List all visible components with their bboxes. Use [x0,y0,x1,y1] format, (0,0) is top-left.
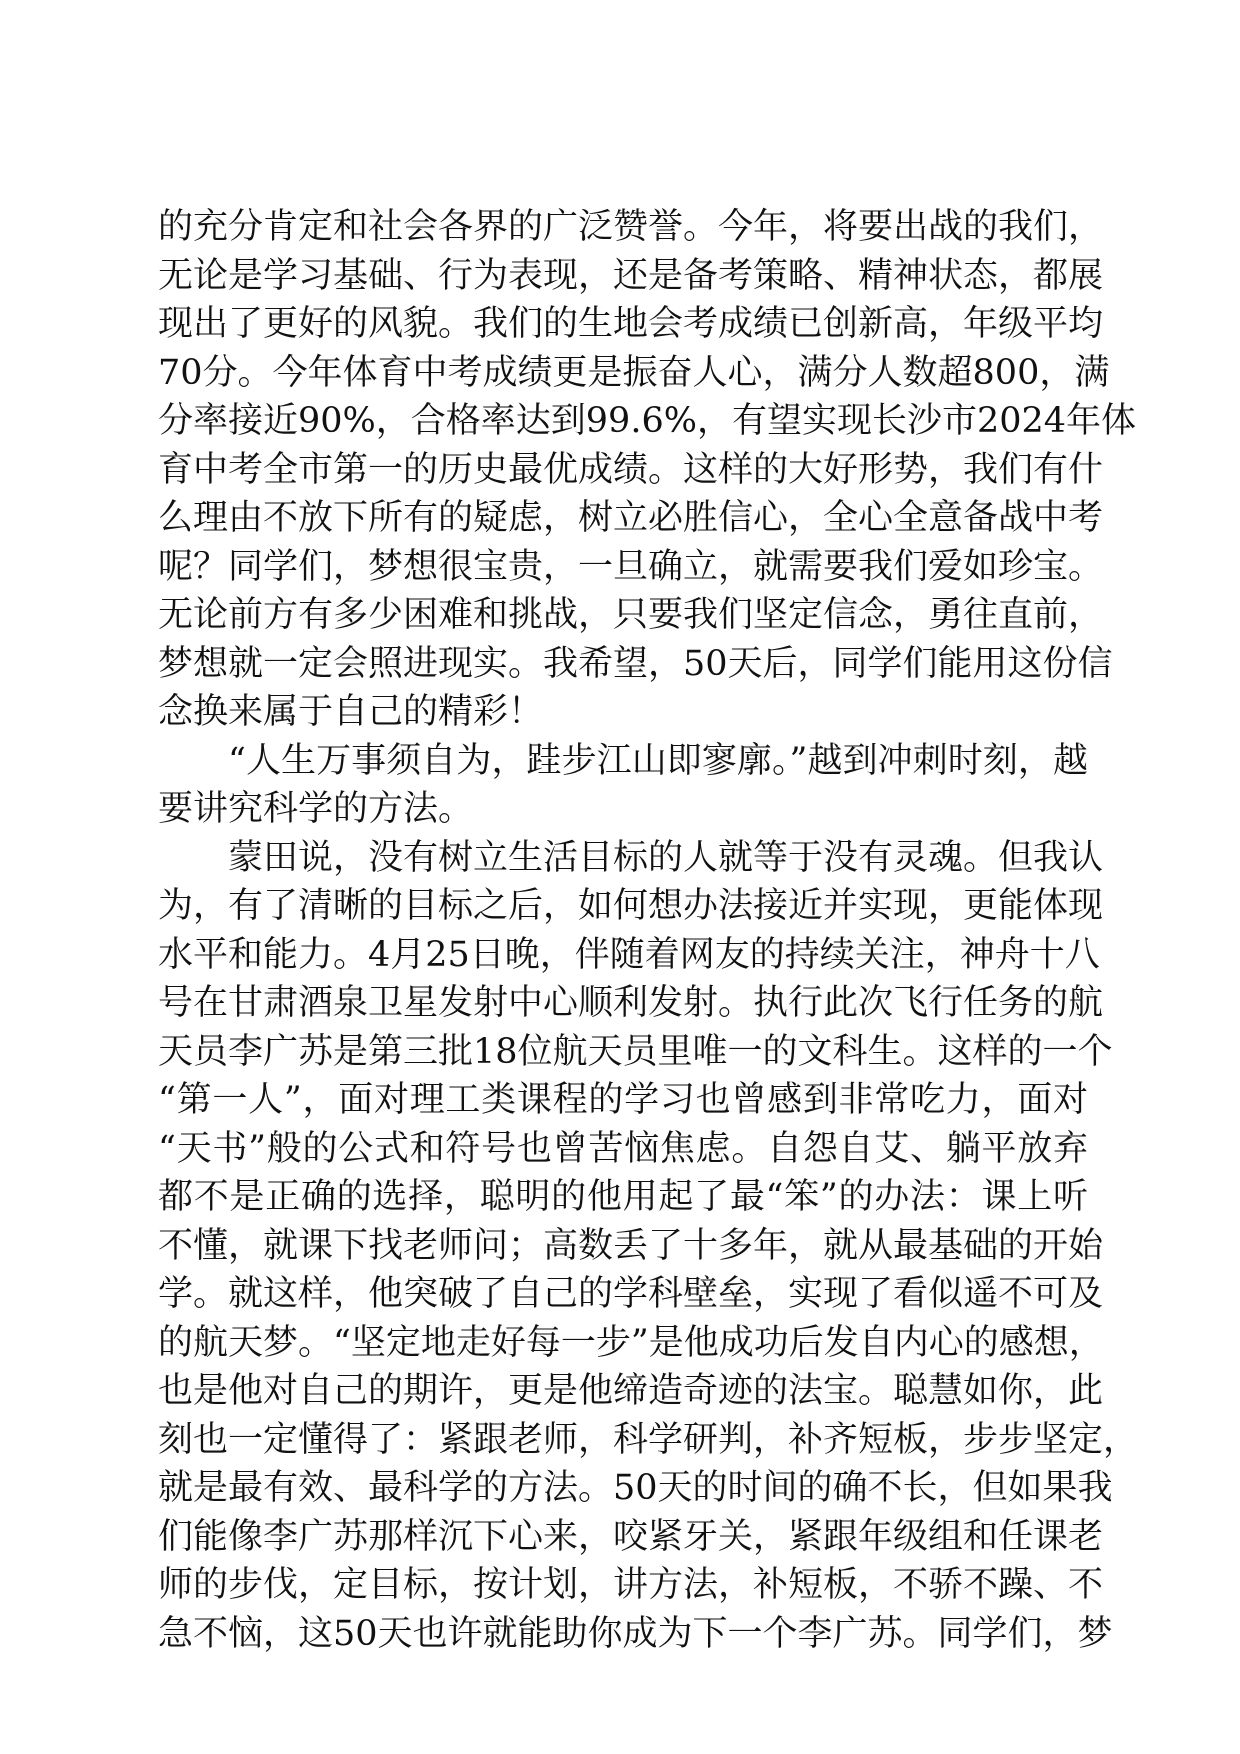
text-line: “天书”般的公式和符号也曾苦恼焦虑。自怨自艾、躺平放弃 [158,1128,1088,1169]
text-line: 现出了更好的风貌。我们的生地会考成绩已创新高，年级平均 [158,304,1104,344]
text-line: 梦想就一定会照进现实。我希望，50天后，同学们能用这份信 [158,643,1113,684]
paragraph-3 [158,834,1139,1659]
text-line: 学。就这样，他突破了自己的学科壁垒，实现了看似遥不可及 [158,1274,1104,1314]
text-line: 要讲究科学的方法。 [158,789,474,829]
text-line: 也是他对自己的期许，更是他缔造奇迹的法宝。聪慧如你，此 [158,1371,1104,1411]
text-line: 育中考全市第一的历史最优成绩。这样的大好形势，我们有什 [158,449,1104,490]
text-line: 的航天梦。“坚定地走好每一步”是他成功后发自内心的感想， [158,1322,1104,1363]
text-line: 水平和能力。4月25日晚，伴随着网友的持续关注，神舟十八 [158,934,1100,975]
text-line: 都不是正确的选择，聪明的他用起了最“笨”的办法：课上听 [158,1177,1088,1217]
text-line: 为，有了清晰的目标之后，如何想办法接近并实现，更能体现 [158,886,1104,926]
paragraph-1 [158,203,1137,737]
paragraph-2 [158,737,1088,834]
text-line: 分率接近90%，合格率达到99.6%，有望实现长沙市2024年体 [158,401,1137,441]
text-line: 的充分肯定和社会各界的广泛赞誉。今年，将要出战的我们， [158,207,1104,247]
text-line: 天员李广苏是第三批18位航天员里唯一的文科生。这样的一个 [158,1031,1113,1072]
text-line: 么理由不放下所有的疑虑，树立必胜信心，全心全意备战中考 [158,498,1104,538]
text-line: 急不恼，这50天也许就能助你成为下一个李广苏。同学们，梦 [158,1613,1113,1654]
text-line: 蒙田说，没有树立生活目标的人就等于没有灵魂。但我认 [228,837,1104,878]
text-line: 师的步伐，定目标，按计划，讲方法，补短板，不骄不躁、不 [158,1565,1104,1605]
text-line: 呢？同学们，梦想很宝贵，一旦确立，就需要我们爱如珍宝。 [158,546,1104,587]
text-line: “人生万事须自为，跬步江山即寥廓。”越到冲刺时刻，越 [228,740,1088,781]
text-line: 就是最有效、最科学的方法。50天的时间的确不长，但如果我 [158,1468,1113,1508]
text-line: 不懂，就课下找老师问；高数丢了十多年，就从最基础的开始 [158,1225,1104,1266]
text-line: 刻也一定懂得了：紧跟老师，科学研判，补齐短板，步步坚定， [158,1419,1139,1460]
text-line: 无论是学习基础、行为表现，还是备考策略、精神状态，都展 [158,255,1104,296]
text-line: 70分。今年体育中考成绩更是振奋人心，满分人数超800，满 [158,352,1110,393]
text-line: 念换来属于自己的精彩！ [158,692,544,732]
body-text [158,203,1139,1658]
text-line: 号在甘肃酒泉卫星发射中心顺利发射。执行此次飞行任务的航 [158,983,1104,1023]
text-line: 无论前方有多少困难和挑战，只要我们坚定信念，勇往直前， [158,595,1104,635]
text-line: “第一人”，面对理工类课程的学习也曾感到非常吃力，面对 [158,1080,1088,1120]
text-line: 们能像李广苏那样沉下心来，咬紧牙关，紧跟年级组和任课老 [158,1516,1104,1557]
